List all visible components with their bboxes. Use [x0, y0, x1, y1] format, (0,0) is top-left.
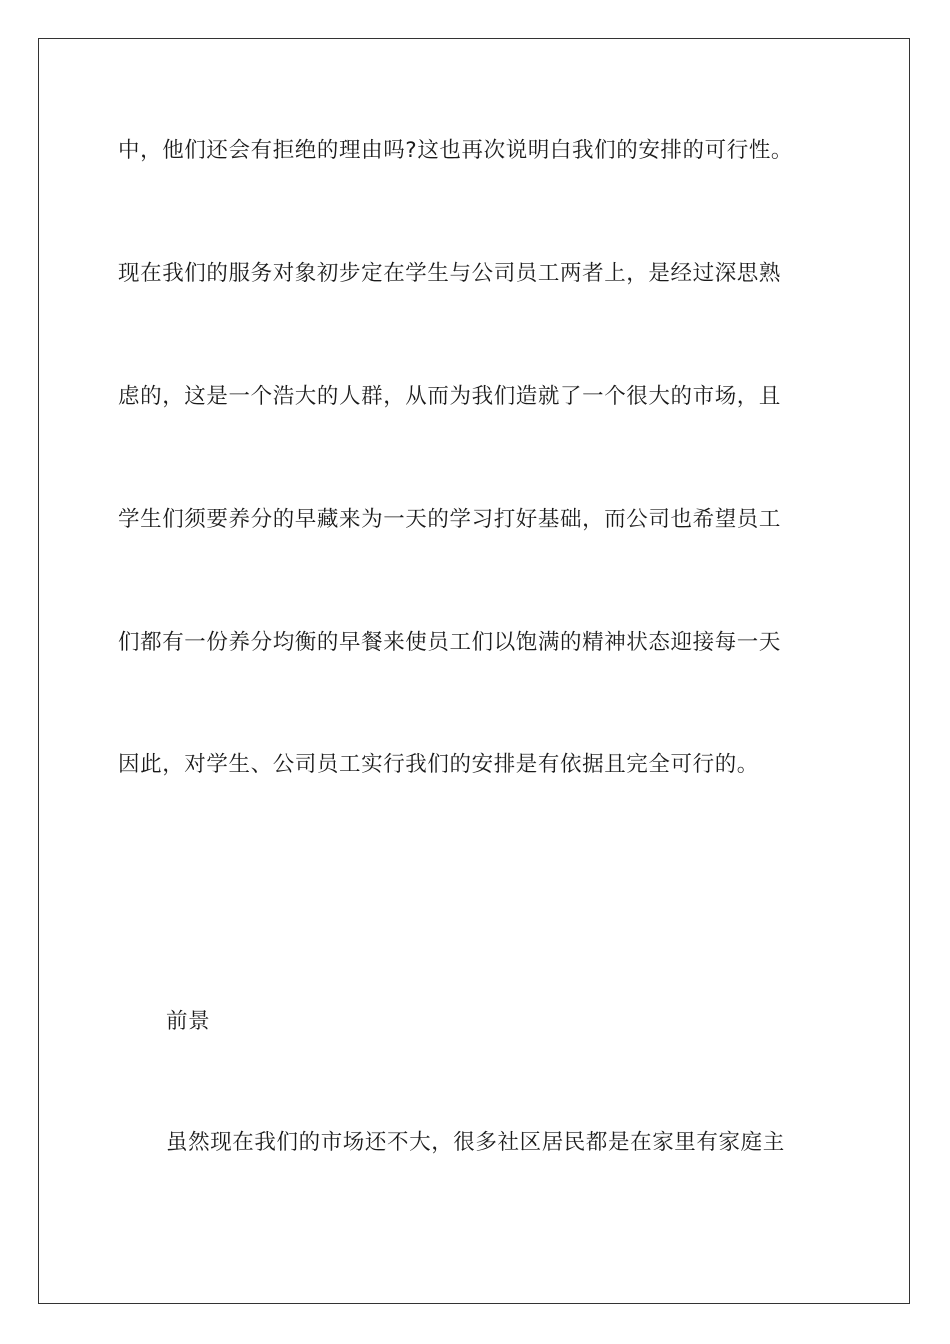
body-text-line: 学生们须要养分的早藏来为一天的学习打好基础，而公司也希望员工	[118, 507, 782, 532]
body-text-line: 虑的，这是一个浩大的人群，从而为我们造就了一个很大的市场，且	[118, 384, 782, 409]
body-text-line: 们都有一份养分均衡的早餐来使员工们以饱满的精神状态迎接每一天	[118, 630, 782, 655]
body-text-line: 中，他们还会有拒绝的理由吗?这也再次说明白我们的安排的可行性。	[118, 138, 794, 163]
section-heading: 前景	[166, 1009, 211, 1034]
paragraph-start-line: 虽然现在我们的市场还不大，很多社区居民都是在家里有家庭主	[166, 1130, 785, 1155]
body-text-line: 现在我们的服务对象初步定在学生与公司员工两者上，是经过深思熟	[118, 261, 782, 286]
body-text-line: 因此，对学生、公司员工实行我们的安排是有依据且完全可行的。	[118, 752, 759, 777]
page-border	[38, 38, 910, 1304]
